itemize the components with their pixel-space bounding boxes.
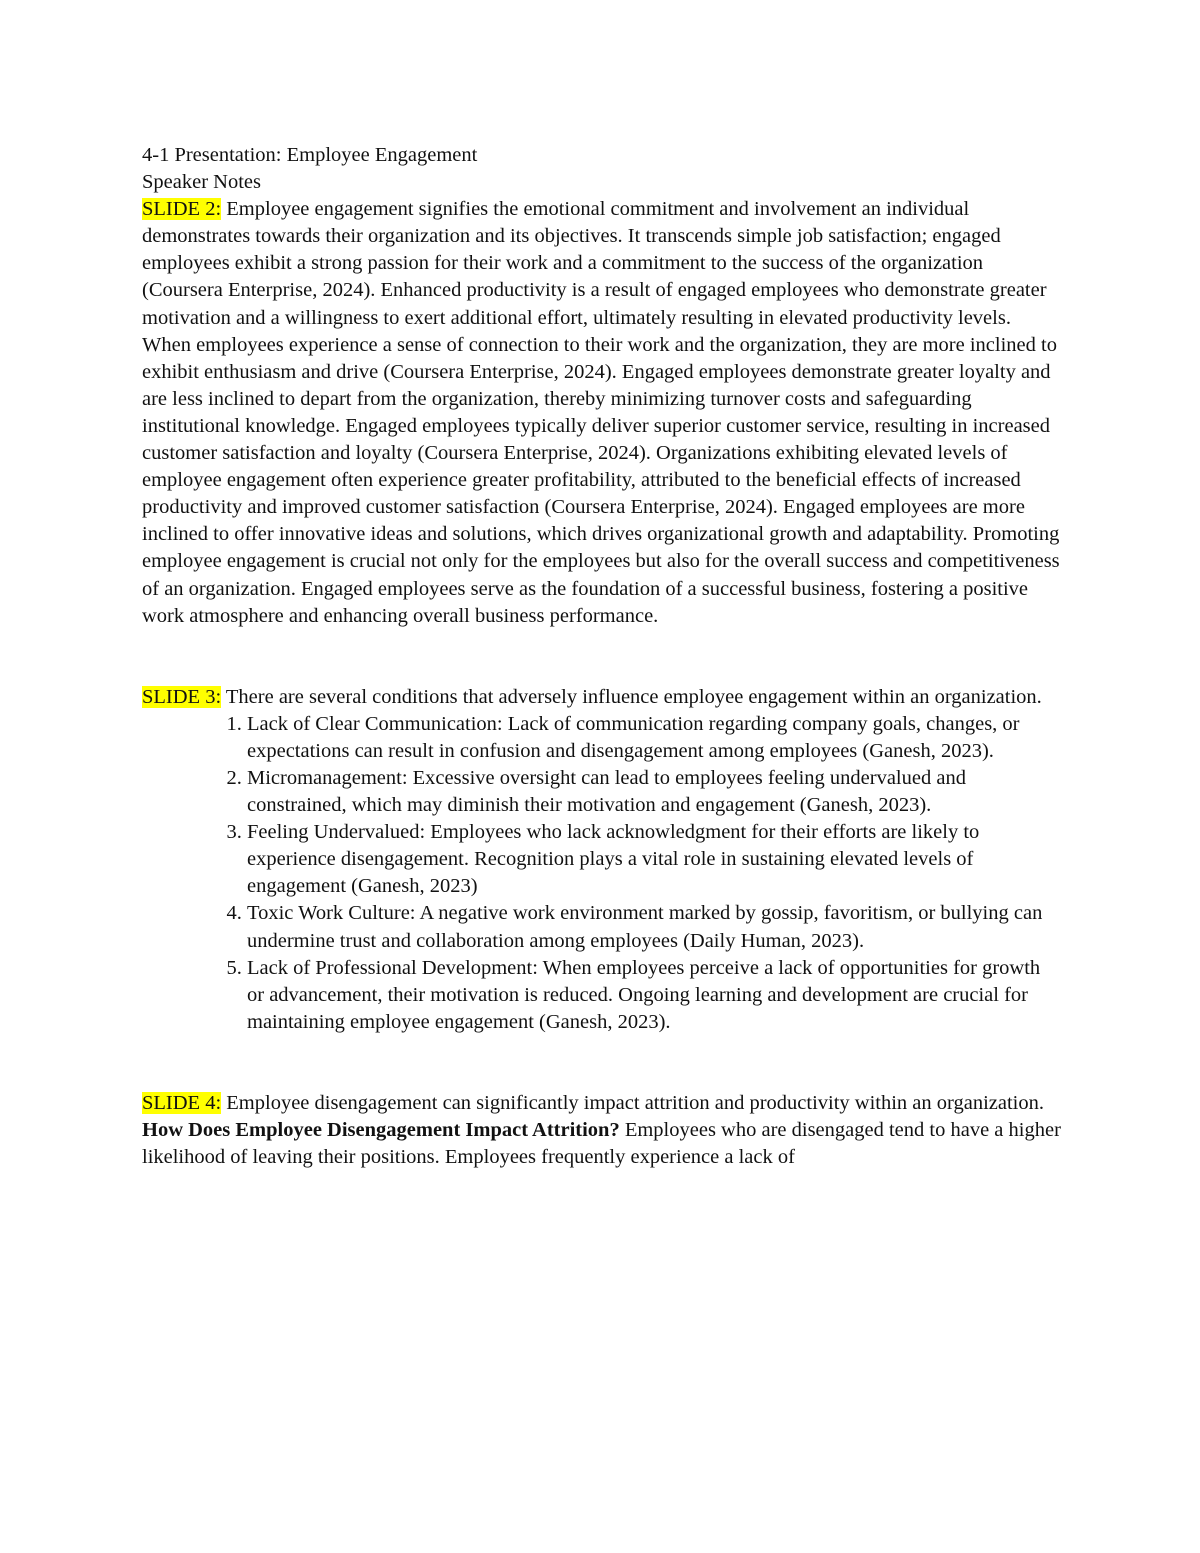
slide-2-text: Employee engagement signifies the emotional commitment and involvement an individual demonstrates towards their organization and its objectives. It transcends simple job satisfaction; engaged employees exhibit a strong passion for their work and a commitment to the success of the organization (Coursera Enterprise, 2024). Enhanced productivity is a result of engaged employees who demonstrate greater motivation and a willingness to exert additional effort, ultimately resulting in elevated productivity levels. When employees experience a sense of connection to their work and the organization, they are more inclined to exhibit enthusiasm and drive (Coursera Enterprise, 2024). Engaged employees demonstrate greater loyalty and are less inclined to depart from the organization, thereby minimizing turnover costs and safeguarding institutional knowledge. Engaged employees typically deliver superior customer service, resulting in increased customer satisfaction and loyalty (Coursera Enterprise, 2024). Organizations exhibiting elevated levels of employee engagement often experience greater profitability, attributed to the beneficial effects of increased productivity and improved customer satisfaction (Coursera Enterprise, 2024). Engaged employees are more inclined to offer innovative ideas and solutions, which drives organizational growth and adaptability. Promoting employee engagement is crucial not only for the employees but also for the overall success and competitiveness of an organization. Engaged employees serve as the foundation of a successful business, fostering a positive work atmosphere and enhancing overall business performance. (142, 198, 1060, 627)
attrition-question-heading: How Does Employee Disengagement Impact Attrition? (142, 1119, 620, 1141)
document-subtitle: Speaker Notes (142, 171, 261, 194)
list-item: 2. Micromanagement: Excessive oversight can lead to employees feeling undervalued and constrained, which may diminish their motivation and engagement (Ganesh, 2023). (247, 765, 1062, 819)
attrition-answer-text: Employees who are disengaged tend to have a higher likelihood of leaving their positions. Employees frequently experience a lack of (142, 1119, 1061, 1169)
spacer (142, 1036, 1062, 1090)
slide-4-label-text: SLIDE 4 (142, 1091, 216, 1114)
slide-3-label (142, 686, 221, 708)
list-item: 4. Toxic Work Culture: A negative work environment marked by gossip, favoritism, or bullying can undermine trust and collaboration among employees (Daily Human, 2023). (247, 900, 1062, 954)
slide-4-label (142, 1092, 221, 1114)
document-title: 4-1 Presentation: Employee Engagement (142, 144, 478, 166)
slide-2-label (142, 198, 221, 220)
spacer (142, 630, 1062, 684)
slide-2-label-text: SLIDE 2 (142, 198, 216, 221)
slide-3-label-text: SLIDE 3 (142, 685, 216, 708)
slide-3-label-colon: : (215, 685, 222, 708)
slide-4-notes (142, 1090, 1062, 1117)
slide-4-label-colon: : (215, 1091, 222, 1114)
list-item: 3. Feeling Undervalued: Employees who lack acknowledgment for their efforts are likely to experience disengagement. Recognition plays a vital role in sustaining elevated levels of engagement (Ganesh, 2023) (247, 819, 1062, 900)
list-item: 1. Lack of Clear Communication: Lack of communication regarding company goals, changes, or expectations can result in confusion and disengagement among employees (Ganesh, 2023). (247, 711, 1062, 765)
slide-4-attrition-paragraph (142, 1117, 1062, 1171)
slide-2-label-colon: : (215, 198, 222, 221)
list-item: 5. Lack of Professional Development: When employees perceive a lack of opportunities for growth or advancement, their motivation is reduced. Ongoing learning and development are crucial for maintaining employee engagement (Ganesh, 2023). (247, 955, 1062, 1036)
slide-3-text: There are several conditions that adversely influence employee engagement within an organization. (221, 685, 1042, 708)
slide-4-text: Employee disengagement can significantly impact attrition and productivity within an organization. (221, 1091, 1044, 1114)
document-page (142, 142, 1062, 1171)
slide-2-notes (142, 196, 1062, 630)
slide-3-notes (142, 684, 1062, 711)
conditions-list (142, 711, 1062, 1036)
